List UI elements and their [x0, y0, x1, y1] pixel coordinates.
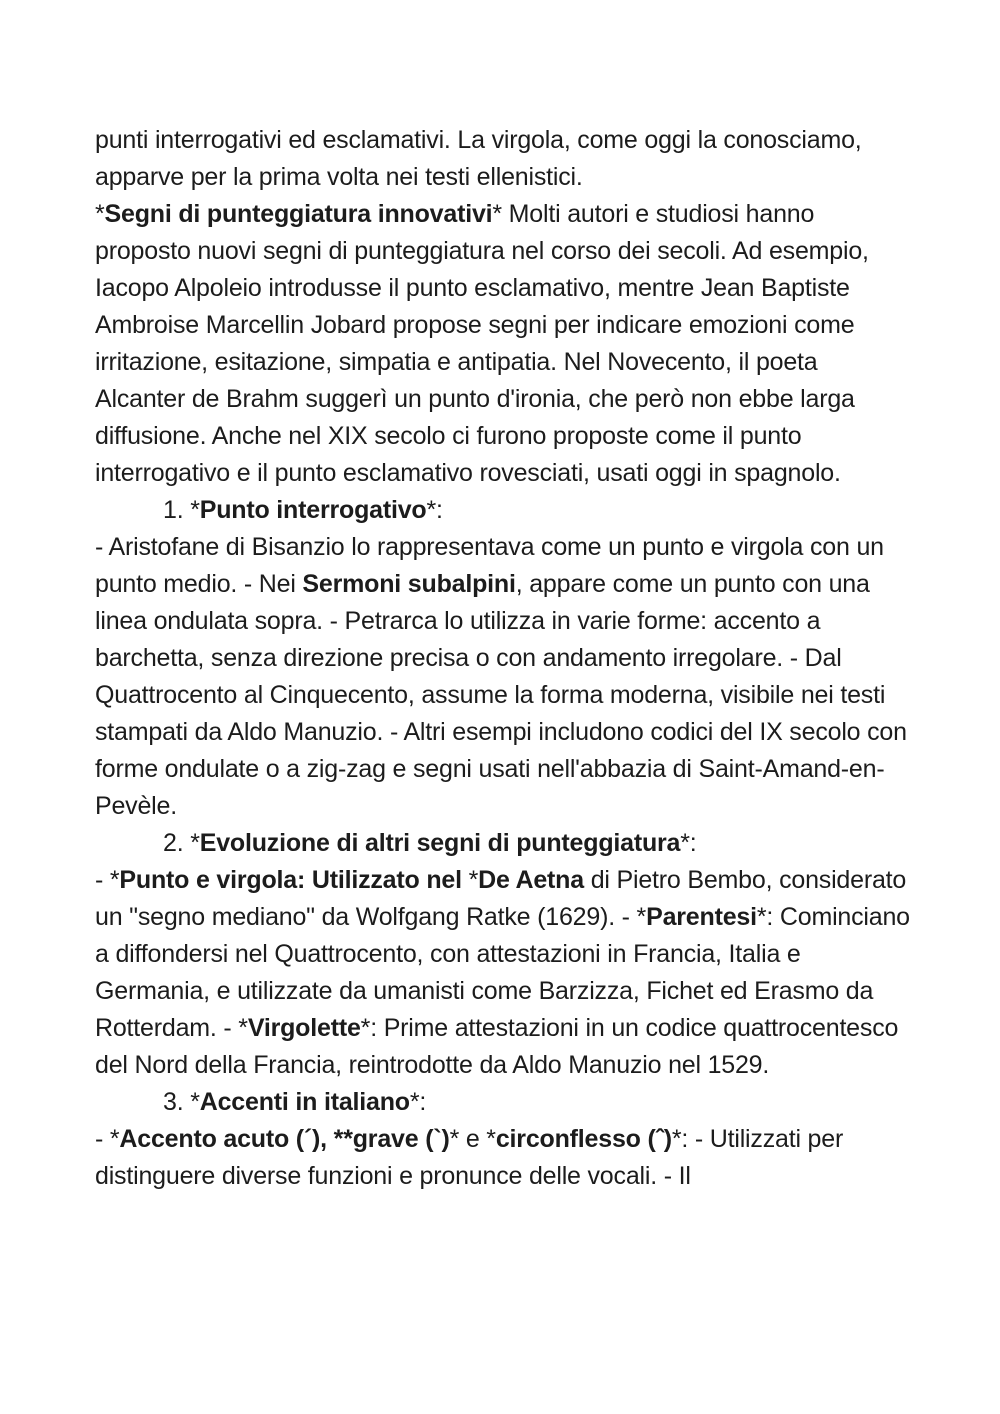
list-item-body-2: - *Punto e virgola: Utilizzato nel *De Aetna di Pietro Bembo, considerato un "segno mediano" da Wolfgang Ratke (1629). - *Parentesi*: Cominciano a diffondersi nel Quattrocento, con attestazioni in Francia, Italia e Germania, e utilizzate da umanisti come Barzizza, Fichet ed Erasmo da Rotterdam. - *Virgolette*: Prime attestazioni in un codice quattrocentesco del Nord della Francia, reintrodotte da Aldo Manuzio nel 1529. — [95, 866, 910, 1079]
intro-paragraph: punti interrogativi ed esclamativi. La virgola, come oggi la conosciamo, apparve per la prima volta nei testi ellenistici. *Segni di punteggiatura innovativi* Molti autori e studiosi hanno proposto nuovi segni di punteggiatura nel corso dei secoli. Ad esempio, Iacopo Alpoleio introdusse il punto esclamativo, mentre Jean Baptiste Ambroise Marcellin Jobard propose segni per indicare emozioni come irritazione, esitazione, simpatia e antipatia. Nel Novecento, il poeta Alcanter de Brahm suggerì un punto d'ironia, che però non ebbe larga diffusione. Anche nel XIX secolo ci furono proposte come il punto interrogativo e il punto esclamativo rovesciati, usati oggi in spagnolo. — [95, 126, 869, 487]
item-title: Punto interrogativo — [199, 496, 427, 524]
list-item-heading-1: 1. *Punto interrogativo*: — [163, 496, 443, 524]
innovative-signs-heading: Segni di punteggiatura innovativi — [104, 200, 493, 228]
list-item-body-1: - Aristofane di Bisanzio lo rappresentava come un punto e virgola con un punto medio. - Nei Sermoni subalpini, appare come un punto con una linea ondulata sopra. - Petrarca lo utilizza in varie forme: accento a barchetta, senza direzione precisa o con andamento irregolare. - Dal Quattrocento al Cinquecento, assume la forma moderna, visibile nei testi stampati da Aldo Manuzio. - Altri esempi includono codici del IX secolo con forme ondulate o a zig-zag e segni usati nell'abbazia di Saint-Amand-en-Pevèle. — [95, 533, 907, 820]
document-text — [95, 122, 910, 1195]
innovative-signs-text: Molti autori e studiosi hanno proposto nuovi segni di punteggiatura nel corso dei secoli. Ad esempio, Iacopo Alpoleio introdusse il punto esclamativo, mentre Jean Baptiste Ambroise Marcellin Jobard propose segni per indicare emozioni come irritazione, esitazione, simpatia e antipatia. Nel Novecento, il poeta Alcanter de Brahm suggerì un punto d'ironia, che però non ebbe larga diffusione. Anche nel XIX secolo ci furono proposte come il punto interrogativo e il punto esclamativo rovesciati, usati oggi in spagnolo. — [95, 200, 869, 487]
item-title: Accenti in italiano — [199, 1088, 410, 1116]
list-item-body-3: - *Accento acuto (´), **grave (`)* e *circonflesso (ˆ)*: - Utilizzati per distinguere diverse funzioni e pronunce delle vocali. - Il — [95, 1125, 844, 1190]
item-title: Evoluzione di altri segni di punteggiatura — [199, 829, 681, 857]
list-item-heading-3: 3. *Accenti in italiano*: — [163, 1088, 427, 1116]
intro-text: punti interrogativi ed esclamativi. La virgola, come oggi la conosciamo, apparve per la prima volta nei testi ellenistici. — [95, 126, 862, 191]
list-item-heading-2: 2. *Evoluzione di altri segni di punteggiatura*: — [163, 829, 697, 857]
